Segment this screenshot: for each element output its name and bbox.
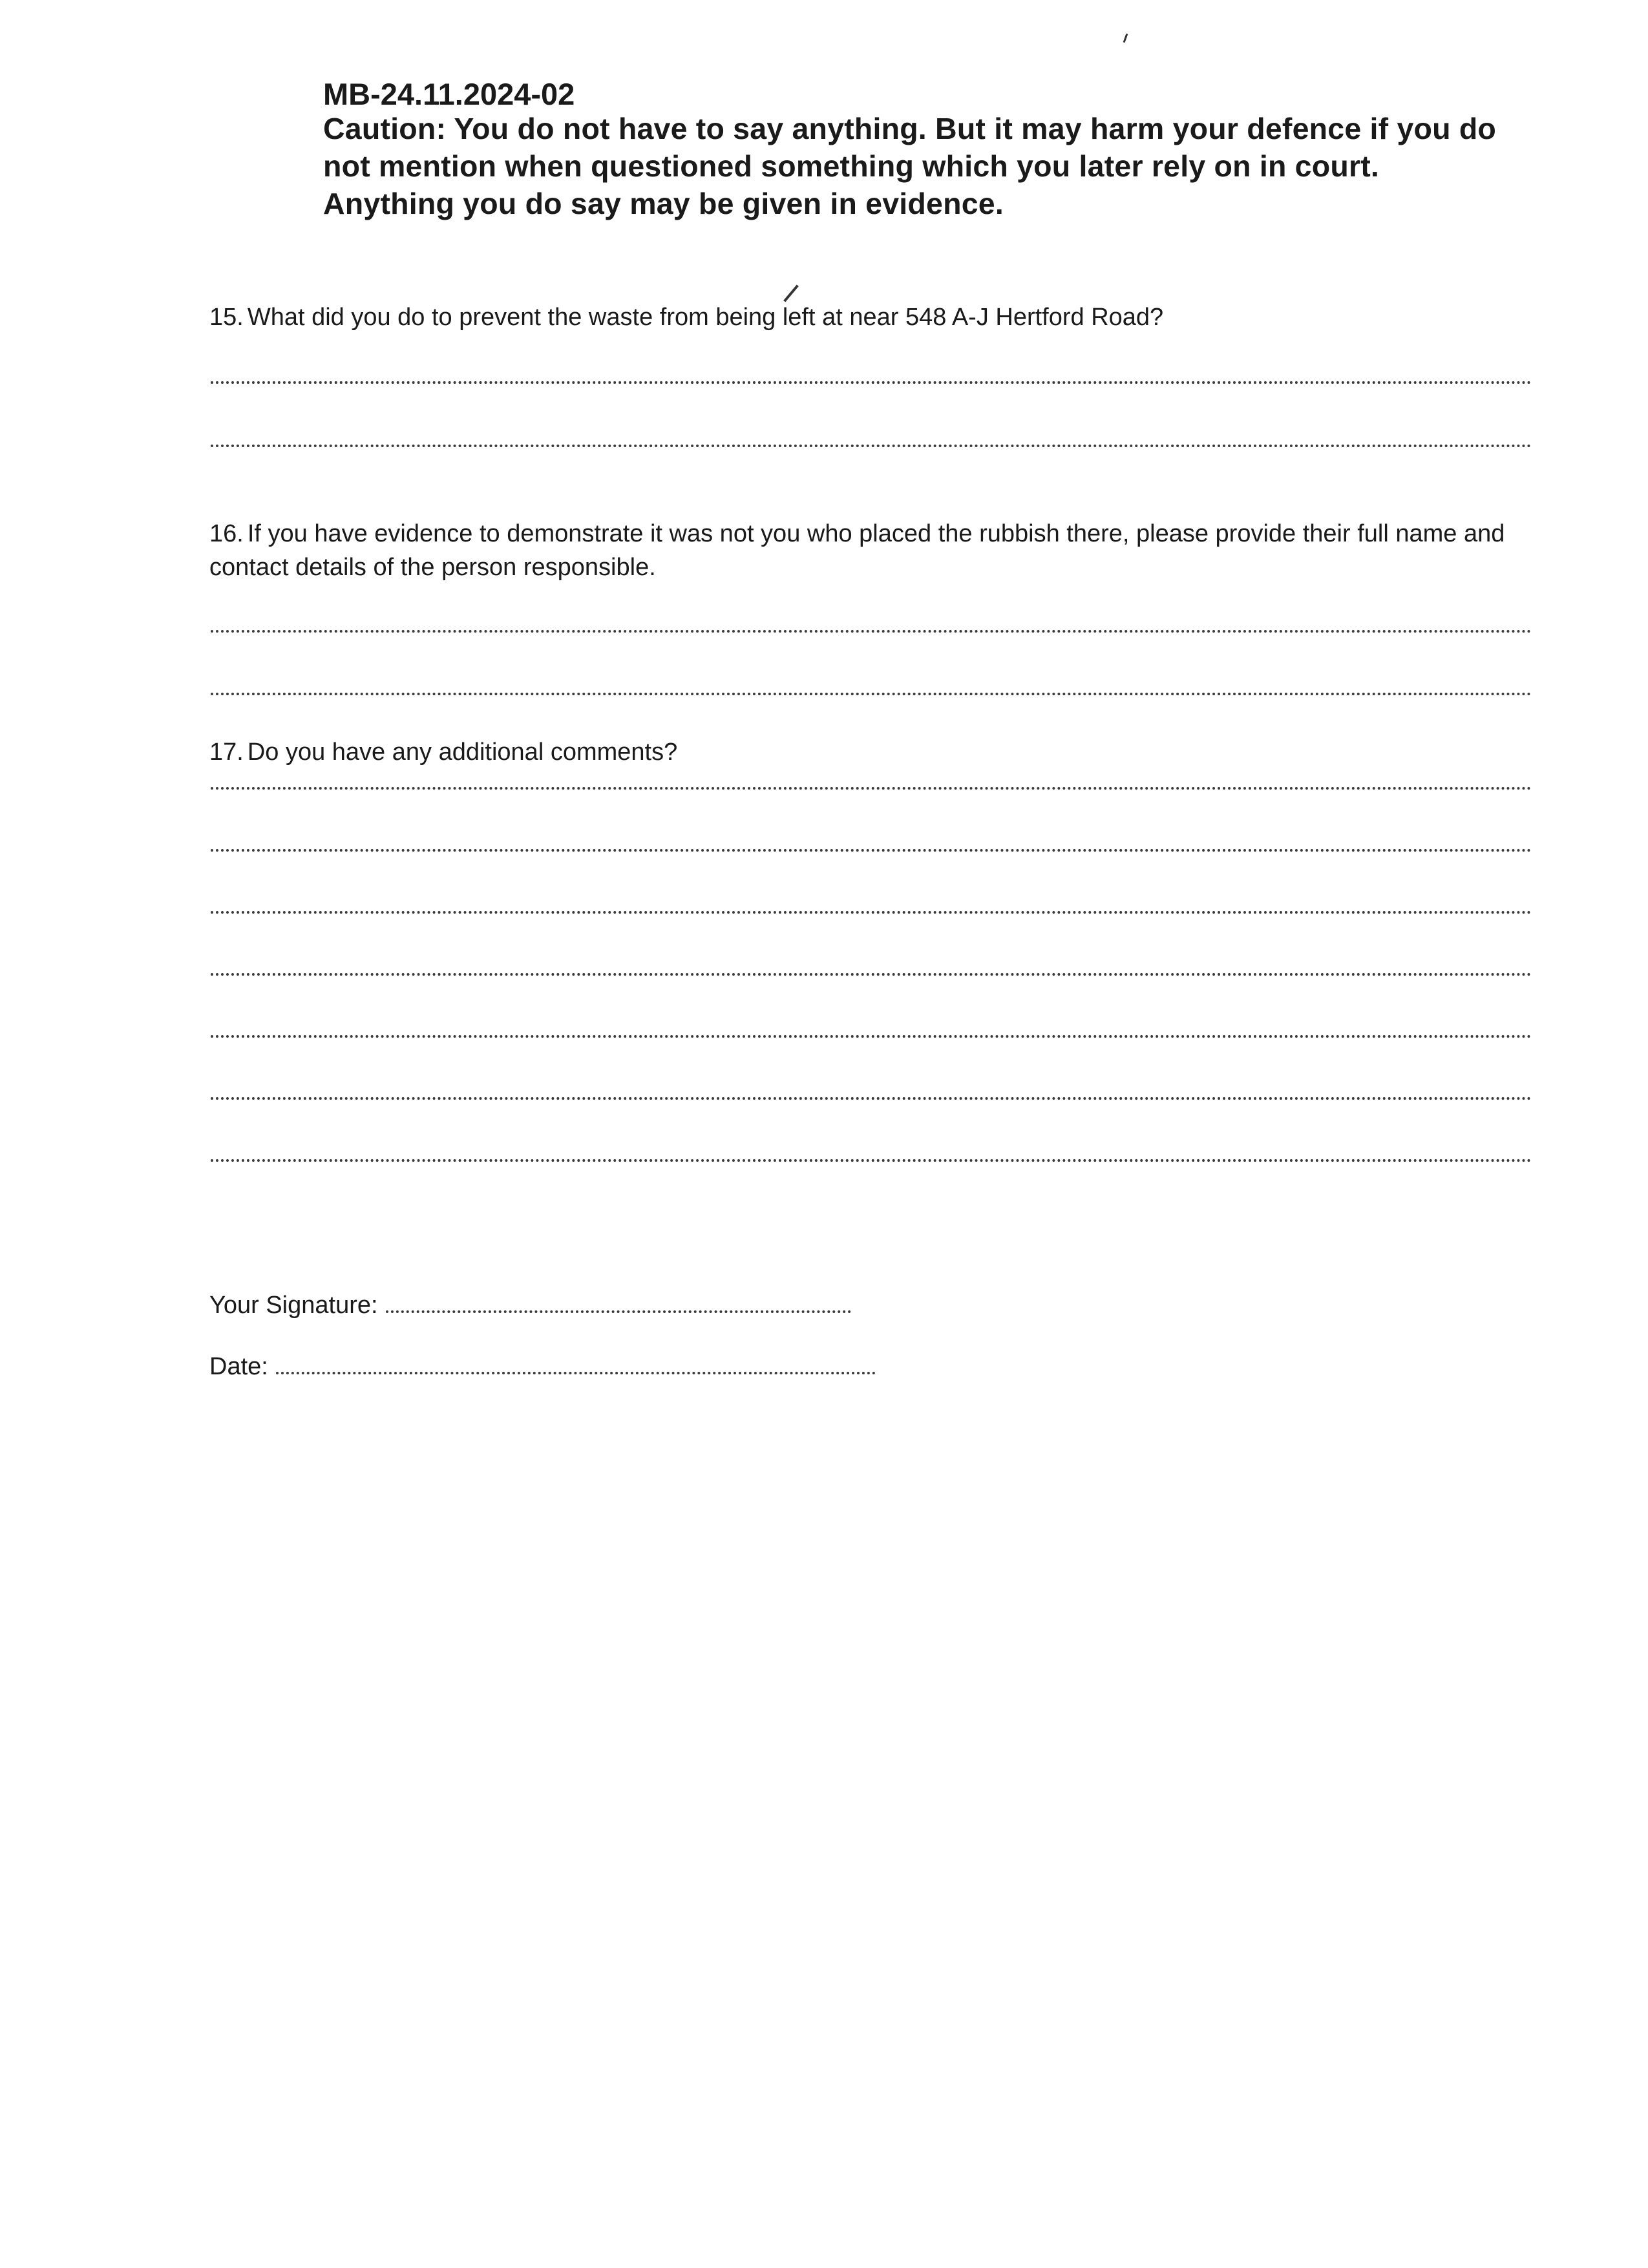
question-15-text: What did you do to prevent the waste from being left at near 548 A-J Hertford Road? xyxy=(247,304,1164,331)
signature-label: Your Signature: xyxy=(209,1292,378,1319)
question-16 xyxy=(209,517,1541,584)
pen-mark xyxy=(783,284,799,302)
question-15 xyxy=(209,300,1541,334)
signature-row xyxy=(209,1289,851,1321)
answer-17-line-4[interactable] xyxy=(211,973,1532,976)
answer-15-line-1[interactable] xyxy=(211,381,1532,384)
answer-17-line-5[interactable] xyxy=(211,1035,1532,1038)
caution-statement: Caution: You do not have to say anything. But it may harm your defence if you do not mention when questioned something which you later rely on in court. Anything you do say may be given in evidence. xyxy=(323,112,1497,220)
question-17-text: Do you have any additional comments? xyxy=(247,739,678,766)
question-16-text: If you have evidence to demonstrate it was not you who placed the rubbish there, please provide their full name and contact details of the person responsible. xyxy=(209,520,1505,581)
answer-15-line-2[interactable] xyxy=(211,445,1532,447)
date-row xyxy=(209,1350,876,1383)
answer-17-line-2[interactable] xyxy=(211,849,1532,852)
answer-17-line-3[interactable] xyxy=(211,911,1532,914)
document-reference: MB-24.11.2024-02 xyxy=(323,77,575,111)
answer-16-line-1[interactable] xyxy=(211,630,1532,633)
scan-speck xyxy=(1123,34,1128,43)
date-field[interactable] xyxy=(276,1372,876,1374)
date-label: Date: xyxy=(209,1353,268,1380)
question-17 xyxy=(209,735,1541,769)
answer-16-line-2[interactable] xyxy=(211,693,1532,695)
signature-field[interactable] xyxy=(386,1310,851,1313)
question-16-number: 16. xyxy=(209,520,244,547)
answer-17-line-1[interactable] xyxy=(211,787,1532,790)
answer-17-line-7[interactable] xyxy=(211,1159,1532,1162)
question-17-number: 17. xyxy=(209,739,244,766)
question-15-number: 15. xyxy=(209,304,244,331)
answer-17-line-6[interactable] xyxy=(211,1097,1532,1100)
